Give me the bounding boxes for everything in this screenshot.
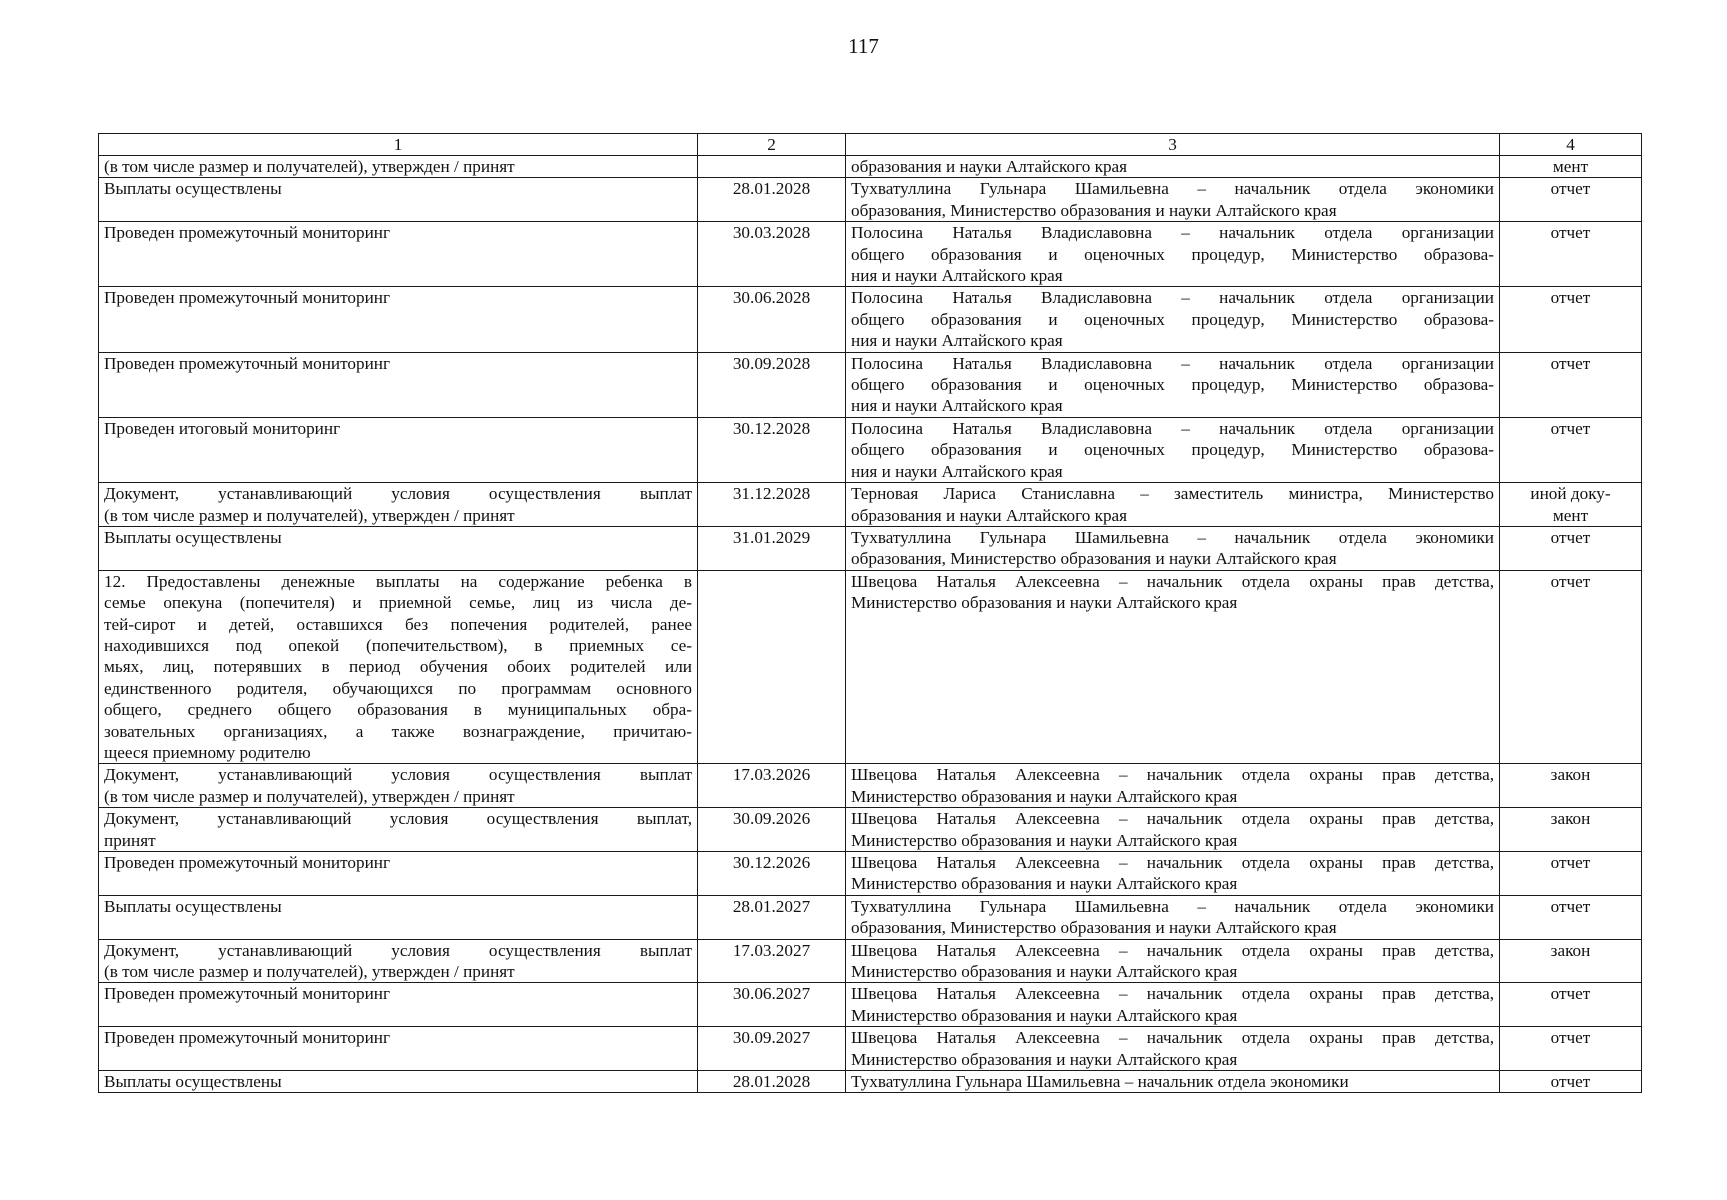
- result-cell: [99, 1071, 698, 1093]
- result-line: Проведен промежуточный мониторинг: [104, 223, 391, 243]
- date-cell: 28.01.2028: [698, 1071, 846, 1093]
- responsible-line: образования и науки Алтайского края: [851, 505, 1128, 525]
- plan-table: [98, 133, 1642, 1093]
- result-cell: [99, 526, 698, 570]
- result-line: Документ, устанавливающий условия осуществления выплат: [104, 484, 692, 504]
- responsible-cell: [846, 764, 1500, 808]
- table-row: [99, 808, 1642, 852]
- doc-type-cell: [1500, 483, 1642, 527]
- responsible-cell: [846, 287, 1500, 352]
- date-cell: 30.06.2028: [698, 287, 846, 352]
- doc-type-line: отчет: [1550, 223, 1591, 243]
- doc-type-cell: [1500, 178, 1642, 222]
- responsible-line: общего образования и оценочных процедур, Министерство образова-: [851, 375, 1494, 395]
- doc-type-cell: [1500, 570, 1642, 764]
- responsible-line: Министерство образования и науки Алтайского края: [851, 786, 1238, 806]
- result-line: Выплаты осуществлены: [104, 1072, 282, 1092]
- responsible-line: Терновая Лариса Станиславна – заместитель министра, Министерство: [851, 484, 1494, 504]
- doc-type-line: отчет: [1550, 288, 1591, 308]
- table-row: [99, 156, 1642, 178]
- doc-type-line: отчет: [1550, 1028, 1591, 1048]
- responsible-line: ния и науки Алтайского края: [851, 461, 1063, 481]
- table-row: [99, 939, 1642, 983]
- responsible-line: образования и науки Алтайского края: [851, 157, 1128, 176]
- doc-type-cell: [1500, 156, 1642, 178]
- doc-type-line: отчет: [1550, 1072, 1591, 1092]
- column-header-1: 1: [99, 134, 698, 156]
- doc-type-line: отчет: [1550, 418, 1591, 438]
- result-line: Проведен итоговый мониторинг: [104, 418, 341, 438]
- date-cell: 30.12.2028: [698, 417, 846, 482]
- date-cell: 30.09.2026: [698, 808, 846, 852]
- responsible-line: общего образования и оценочных процедур, Министерство образова-: [851, 440, 1494, 460]
- doc-type-cell: [1500, 222, 1642, 287]
- responsible-line: Швецова Наталья Алексеевна – начальник отдела охраны прав детства,: [851, 853, 1494, 872]
- date-cell: 30.03.2028: [698, 222, 846, 287]
- result-cell: [99, 983, 698, 1027]
- doc-type-line: отчет: [1550, 527, 1591, 547]
- responsible-line: Министерство образования и науки Алтайского края: [851, 593, 1238, 613]
- responsible-line: Швецова Наталья Алексеевна – начальник отдела охраны прав детства,: [851, 571, 1494, 591]
- date-cell: 17.03.2026: [698, 764, 846, 808]
- result-line: Выплаты осуществлены: [104, 896, 282, 916]
- result-cell: [99, 808, 698, 852]
- responsible-line: Швецова Наталья Алексеевна – начальник отдела охраны прав детства,: [851, 940, 1494, 960]
- date-cell: 28.01.2028: [698, 178, 846, 222]
- date-cell: 17.03.2027: [698, 939, 846, 983]
- doc-type-line: отчет: [1550, 896, 1591, 916]
- result-cell: [99, 483, 698, 527]
- doc-type-cell: [1500, 852, 1642, 896]
- result-cell: [99, 417, 698, 482]
- responsible-line: Тухватуллина Гульнара Шамильевна – начальник отдела экономики: [851, 179, 1494, 199]
- date-cell: 30.09.2027: [698, 1027, 846, 1071]
- responsible-line: общего образования и оценочных процедур, Министерство образова-: [851, 244, 1494, 264]
- table-row: [99, 222, 1642, 287]
- date-cell: 30.12.2026: [698, 852, 846, 896]
- result-line: Проведен промежуточный мониторинг: [104, 353, 391, 373]
- result-line: Документ, устанавливающий условия осуществления выплат: [104, 765, 692, 785]
- result-line: Проведен промежуточный мониторинг: [104, 1028, 391, 1048]
- responsible-cell: [846, 178, 1500, 222]
- result-cell: [99, 156, 698, 178]
- result-line: Проведен промежуточный мониторинг: [104, 853, 391, 872]
- responsible-line: общего образования и оценочных процедур, Министерство образова-: [851, 309, 1494, 329]
- responsible-line: Полосина Наталья Владиславовна – начальник отдела организации: [851, 418, 1494, 438]
- table-row: [99, 895, 1642, 939]
- doc-type-line: отчет: [1550, 984, 1591, 1004]
- column-header-2: 2: [698, 134, 846, 156]
- doc-type-line: закон: [1550, 940, 1591, 960]
- doc-type-line: закон: [1550, 809, 1591, 829]
- table-row: [99, 852, 1642, 896]
- responsible-cell: [846, 895, 1500, 939]
- table-row: [99, 352, 1642, 417]
- responsible-line: образования, Министерство образования и науки Алтайского края: [851, 549, 1337, 569]
- result-line: единственного родителя, обучающихся по программам основного: [104, 678, 692, 698]
- table-row: [99, 178, 1642, 222]
- result-line: 12. Предоставлены денежные выплаты на содержание ребенка в: [104, 571, 692, 591]
- responsible-line: Швецова Наталья Алексеевна – начальник отдела охраны прав детства,: [851, 765, 1494, 785]
- responsible-cell: [846, 417, 1500, 482]
- result-line: Проведен промежуточный мониторинг: [104, 288, 391, 308]
- responsible-cell: [846, 1071, 1500, 1093]
- responsible-line: Тухватуллина Гульнара Шамильевна – начальник отдела экономики: [851, 896, 1494, 916]
- doc-type-cell: [1500, 1027, 1642, 1071]
- table-row: [99, 1071, 1642, 1093]
- table-row: [99, 287, 1642, 352]
- doc-type-cell: [1500, 352, 1642, 417]
- responsible-cell: [846, 222, 1500, 287]
- responsible-line: Министерство образования и науки Алтайского края: [851, 874, 1238, 894]
- responsible-line: ния и науки Алтайского края: [851, 396, 1063, 416]
- result-cell: [99, 764, 698, 808]
- date-cell: [698, 570, 846, 764]
- responsible-line: Швецова Наталья Алексеевна – начальник отдела охраны прав детства,: [851, 809, 1494, 829]
- result-line: мьях, лиц, потерявших в период обучения обоих родителей или: [104, 657, 692, 677]
- result-cell: [99, 287, 698, 352]
- date-cell: 30.09.2028: [698, 352, 846, 417]
- date-cell: 30.06.2027: [698, 983, 846, 1027]
- responsible-line: образования, Министерство образования и науки Алтайского края: [851, 918, 1337, 938]
- date-cell: [698, 156, 846, 178]
- table-row: [99, 483, 1642, 527]
- result-line: (в том числе размер и получателей), утвержден / принят: [104, 505, 515, 525]
- result-line: (в том числе размер и получателей), утвержден / принят: [104, 157, 515, 176]
- doc-type-cell: [1500, 983, 1642, 1027]
- result-line: (в том числе размер и получателей), утвержден / принят: [104, 786, 515, 806]
- result-line: зовательных организациях, а также вознаграждение, причитаю-: [104, 721, 692, 741]
- result-line: Проведен промежуточный мониторинг: [104, 984, 391, 1004]
- responsible-line: Тухватуллина Гульнара Шамильевна – начальник отдела экономики: [851, 527, 1494, 547]
- responsible-cell: [846, 852, 1500, 896]
- responsible-line: Министерство образования и науки Алтайского края: [851, 1005, 1238, 1025]
- table-header: [99, 134, 1642, 156]
- date-cell: 31.12.2028: [698, 483, 846, 527]
- table-body: [99, 156, 1642, 1093]
- responsible-line: Швецова Наталья Алексеевна – начальник отдела охраны прав детства,: [851, 984, 1494, 1004]
- doc-type-cell: [1500, 808, 1642, 852]
- result-cell: [99, 939, 698, 983]
- table-row: [99, 764, 1642, 808]
- doc-type-line: отчет: [1550, 853, 1591, 872]
- result-line: Документ, устанавливающий условия осуществления выплат,: [104, 809, 692, 829]
- result-line: принят: [104, 830, 156, 850]
- doc-type-line: отчет: [1550, 179, 1591, 199]
- result-cell: [99, 222, 698, 287]
- doc-type-line: закон: [1550, 765, 1591, 785]
- doc-type-line: иной доку-: [1530, 484, 1611, 504]
- table-row: [99, 1027, 1642, 1071]
- responsible-line: Полосина Наталья Владиславовна – начальник отдела организации: [851, 288, 1494, 308]
- date-cell: 28.01.2027: [698, 895, 846, 939]
- result-line: щееся приемному родителю: [104, 742, 311, 762]
- table-row: [99, 570, 1642, 764]
- page-number: 117: [848, 34, 879, 58]
- result-cell: [99, 570, 698, 764]
- responsible-cell: [846, 570, 1500, 764]
- doc-type-line: отчет: [1550, 353, 1591, 373]
- table-row: [99, 983, 1642, 1027]
- result-line: общего, среднего общего образования в муниципальных обра-: [104, 700, 692, 720]
- doc-type-line: мент: [1552, 505, 1589, 525]
- responsible-cell: [846, 483, 1500, 527]
- responsible-line: образования, Министерство образования и науки Алтайского края: [851, 200, 1337, 220]
- result-cell: [99, 352, 698, 417]
- responsible-cell: [846, 156, 1500, 178]
- responsible-line: Полосина Наталья Владиславовна – начальник отдела организации: [851, 353, 1494, 373]
- responsible-cell: [846, 808, 1500, 852]
- responsible-line: Министерство образования и науки Алтайского края: [851, 962, 1238, 982]
- result-line: Документ, устанавливающий условия осуществления выплат: [104, 940, 692, 960]
- doc-type-cell: [1500, 1071, 1642, 1093]
- doc-type-cell: [1500, 895, 1642, 939]
- result-cell: [99, 895, 698, 939]
- responsible-line: Полосина Наталья Владиславовна – начальник отдела организации: [851, 223, 1494, 243]
- result-line: находившихся под опекой (попечительством), в приемных се-: [104, 635, 692, 655]
- doc-type-line: отчет: [1550, 571, 1591, 591]
- result-line: семье опекуна (попечителя) и приемной семье, лиц из числа де-: [104, 593, 692, 613]
- doc-type-cell: [1500, 287, 1642, 352]
- doc-type-cell: [1500, 417, 1642, 482]
- responsible-cell: [846, 939, 1500, 983]
- doc-type-cell: [1500, 764, 1642, 808]
- date-cell: 31.01.2029: [698, 526, 846, 570]
- responsible-cell: [846, 352, 1500, 417]
- result-cell: [99, 178, 698, 222]
- table-row: [99, 417, 1642, 482]
- responsible-line: ния и науки Алтайского края: [851, 266, 1063, 286]
- responsible-line: ния и науки Алтайского края: [851, 331, 1063, 351]
- doc-type-cell: [1500, 939, 1642, 983]
- responsible-cell: [846, 1027, 1500, 1071]
- responsible-line: Министерство образования и науки Алтайского края: [851, 1049, 1238, 1069]
- column-header-3: 3: [846, 134, 1500, 156]
- header-row: [99, 134, 1642, 156]
- result-cell: [99, 1027, 698, 1071]
- responsible-line: Швецова Наталья Алексеевна – начальник отдела охраны прав детства,: [851, 1028, 1494, 1048]
- responsible-cell: [846, 526, 1500, 570]
- responsible-line: Тухватуллина Гульнара Шамильевна – начальник отдела экономики: [851, 1072, 1349, 1092]
- result-line: Выплаты осуществлены: [104, 527, 282, 547]
- doc-type-cell: [1500, 526, 1642, 570]
- result-cell: [99, 852, 698, 896]
- result-line: тей-сирот и детей, оставшихся без попечения родителей, ранее: [104, 614, 692, 634]
- responsible-cell: [846, 983, 1500, 1027]
- doc-type-line: мент: [1552, 157, 1589, 176]
- table-row: [99, 526, 1642, 570]
- result-line: Выплаты осуществлены: [104, 179, 282, 199]
- responsible-line: Министерство образования и науки Алтайского края: [851, 830, 1238, 850]
- column-header-4: 4: [1500, 134, 1642, 156]
- result-line: (в том числе размер и получателей), утвержден / принят: [104, 962, 515, 982]
